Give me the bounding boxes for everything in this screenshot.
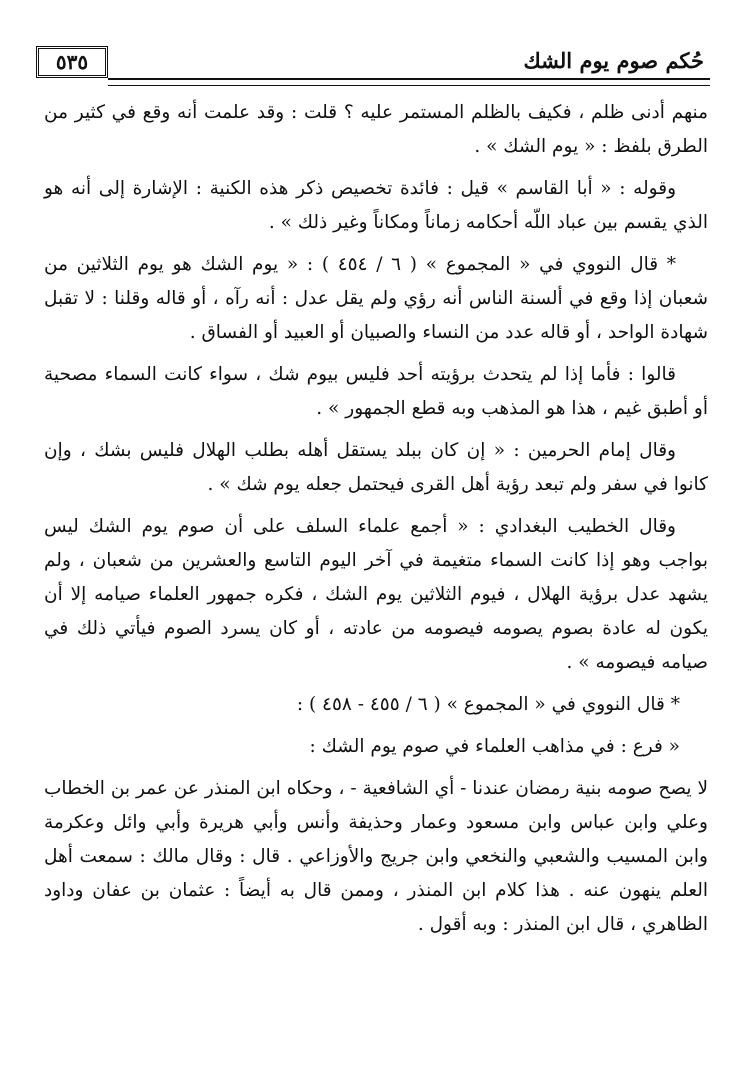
paragraph: لا يصح صومه بنية رمضان عندنا - أي الشافعية - ، وحكاه ابن المنذر عن عمر بن الخطاب وعلي وابن عباس وابن مسعود وعمار وحذيفة وأنس وأبي هريرة وأبي وائل وعكرمة وابن المسيب والشعبي والنخعي وابن جريج والأوزاعي . قال : وقال مالك : سمعت أهل العلم ينهون عنه . هذا كلام ابن المنذر ، وممن قال به أيضاً : عثمان بن عفان وداود الظاهري ، قال ابن المنذر : وبه أقول . — [44, 778, 708, 935]
paragraph: منهم أدنى ظلم ، فكيف بالظلم المستمر عليه ؟ قلت : وقد علمت أنه وقع في كثير من الطرق بلفظ : « يوم الشك » . — [44, 102, 708, 157]
paragraph: وقال الخطيب البغدادي : « أجمع علماء السلف على أن صوم يوم الشك ليس بواجب وهو إذا كانت السماء متغيمة في آخر اليوم التاسع والعشرين من شعبان ، ولم يشهد عدل برؤية الهلال ، فيوم الثلاثين يوم الشك ، فكره جمهور العلماء صيامه إلا أن يكون له عادة بصوم يصومه فيصومه من عادته ، أو كان يسرد الصوم فيأتي ذلك في صيامه فيصومه » . — [44, 516, 708, 673]
paragraph: * قال النووي في « المجموع » ( ٦ / ٤٥٤ ) : « يوم الشك هو يوم الثلاثين من شعبان إذا وقع في ألسنة الناس أنه رؤي ولم يقل عدل : أنه رآه ، أو قاله وقلنا : لا تقبل شهادة الواحد ، أو قاله عدد من النساء والصبيان أو العبيد أو الفساق . — [44, 254, 708, 343]
header-rule — [108, 78, 710, 86]
page-header — [30, 42, 710, 86]
running-title: حُكم صوم يوم الشك — [523, 48, 704, 73]
page-number-box: ٥٣٥ — [36, 46, 108, 78]
paragraph: وقوله : « أبا القاسم » قيل : فائدة تخصيص ذكر هذه الكنية : الإشارة إلى أنه هو الذي يقسم بين عباد اللّه أحكامه زماناً ومكاناً وغير ذلك » . — [44, 178, 708, 233]
page-body — [44, 96, 708, 950]
paragraph: « فرع : في مذاهب العلماء في صوم يوم الشك : — [309, 736, 680, 757]
paragraph: قالوا : فأما إذا لم يتحدث برؤيته أحد فليس بيوم شك ، سواء كانت السماء مصحية أو أطبق غيم ، هذا هو المذهب وبه قطع الجمهور » . — [44, 364, 708, 419]
paragraph: * قال النووي في « المجموع » ( ٦ / ٤٥٥ - ٤٥٨ ) : — [296, 694, 680, 715]
paragraph: وقال إمام الحرمين : « إن كان ببلد يستقل أهله بطلب الهلال فليس بشك ، وإن كانوا في سفر ولم تبعد رؤية أهل القرى فيحتمل جعله يوم شك » . — [44, 440, 708, 495]
